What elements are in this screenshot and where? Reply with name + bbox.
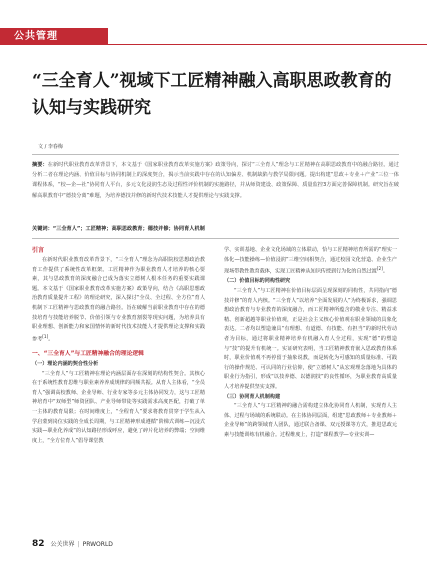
article-byline: 文 / 李春梅 — [38, 144, 63, 150]
article-title: “三全育人”视域下工匠精神融入高职思政教育的认知与实践研究 — [32, 71, 392, 118]
intro-text: 在新时代职业教育改革背景下，“三全育人”理念为高职院校思想政治教育工作提供了系统性改革框架。工匠精神作为职业教育人才培养的核心要素，其与思政教育的深度融合已成为落实立德树人根本任务的重要实践课题。本文基于《国家职业教育改革实施方案》政策导向，结合《高职思想政治教育质量提升工程》的理论研究，深入探讨“全员、全过程、全方位”育人机制下工匠精神与思政教育的融合路径。旨在破解当前职业教育中存在的德技培育与技能培养脱节、价值引领与专业教育割裂等现实问题，为培养具有职业理想、创新能力和家国情怀的新时代技术技能人才提供理论支撑和实践参考 — [32, 257, 205, 343]
continued-end: 。 — [382, 268, 388, 275]
keywords — [32, 225, 399, 234]
intro-paragraph — [32, 256, 205, 345]
section-1-1-paragraph: “三全育人”与工匠精神在理论内涵层面存在深刻的结构性契合。其核心在于系统性教育思维与职业素养养成规律的同频共振。从育人主体看，“全员育人”强调高校教师、企业导师、行业专家等多元主体协同发力，这与工匠精神培育中“双师型”师资团队、产业导师带徒等实践需求高度匹配，打破了单一主体的教育局限；在时间维度上，“全程育人”要求将教育贯穿于学生从入学启蒙到岗位实践的全成长周期，与工匠精神形成遵循“阶梯式训练—沉浸式实践—职业化养成”的认知路径形成呼应，避免了碎片化培养的弊端；空间维度上，“全方位育人”倡导课堂教 — [32, 370, 205, 444]
section-label: 公共管理 — [14, 31, 58, 42]
section-1-heading: 一、“三全育人”与工匠精神融合的理论逻辑 — [32, 351, 144, 358]
abstract-bottom-rule — [32, 238, 399, 239]
header-rule — [108, 44, 427, 45]
abstract — [32, 160, 399, 201]
keywords-label: 关键词： — [32, 226, 53, 232]
section-1-2-paragraph: “三全育人”与工匠精神在价值目标层面呈现深刻的同构性，共同指向“德技并修”的育人内核。“三全育人”以培养“全面发展的人”为终极诉求，强调思想政治教育与专业教育的深度融合，而工匠精神所蕴含的敬业专注、精益求精、创新超越等职业价值观，正是社会主义核心价值观在职业领域的具象化表达。二者均以塑造兼具“有理想、有道德、有技能、有担当”的新时代劳动者为目标，通过将职业精神培养有机融入育人全过程，实现“德”的塑造与“技”的提升有机统一。实证研究表明，当工匠精神教育嵌入思政教育体系时，职业价值观不再停留于抽象说教，而是转化为可感知的质量标准、可践行的操作规范、可认同的行业信仰，使“立德树人”从宏观理念落地为具体的职业行为指引，形成“以技养德、以德润技”的良性循环，为职业教育高质量人才培养提供坚实支撑。 — [224, 288, 397, 390]
keywords-text: “三全育人”；工匠精神；高职思政教育；德技并修；协同育人机制 — [52, 226, 205, 232]
section-1-3-heading: （三）协同育人机制构建 — [224, 393, 281, 400]
body-column-right — [224, 246, 397, 441]
abstract-text: 在新时代职业教育改革背景下，本文基于《国家职业教育改革实施方案》政策导向，探讨“三全育人”理念与工匠精神在高职思政教育中的融合路径。通过分析二者在理论内涵、价值目标与协同机制上的深度契合，揭示当前实践中存在的认知偏差、机制缺陷与教学局限问题。提出构建“思政＋专业＋产业”三位一体课程体系，“校—企—社”协同育人平台，多元文化浸润生态及过程性评价机制的实施路径，并从师资建设、政策保障、质量监控3方面完善保障机制。研究旨在破解高职教育中“德技分离”难题，为培养德技并修的新时代技术技能人才提供理论与实践支撑。 — [32, 162, 399, 199]
page-footer — [32, 540, 113, 549]
intro-end: 。 — [48, 336, 54, 343]
footer-separator: | — [77, 541, 80, 548]
section-1-1-heading: （一）理论内涵的契合性分析 — [32, 361, 99, 368]
body-column-left — [32, 246, 205, 446]
page-number: 82 — [32, 539, 45, 549]
continued-text: 学、实训基地、企业文化场域的立体联动，恰与工匠精神培育所需的“理实一体化—技能操练—价值浸润”三维空间相契合，通过校园文化营造、企业生产现场带教性教育载体，实现工匠精神从知识传授到行为化的自然过渡 — [224, 247, 397, 275]
intro-citation: [1] — [42, 334, 49, 340]
section-label-bar — [0, 28, 108, 45]
abstract-label: 摘要： — [32, 162, 48, 168]
section-1-3-paragraph: “三全育人”与工匠精神的融合需构建立体化协同育人机制，实现育人主体、过程与场域的系统联动。在主体协同层面，组建“思政教师＋专业教师＋企业导师”的跨领域育人团队，通过联合备课、双元授课等方式，推进思政元素与技能训练有机融合。过程维度上，打造“课程教学—专业实训— — [224, 403, 397, 438]
section-1-2-heading: （二）价值目标的同构性研究 — [224, 278, 291, 285]
intro-heading: 引言 — [32, 247, 45, 254]
journal-name-cn: 公关世界 — [50, 541, 75, 548]
journal-name-en: PRWORLD — [82, 541, 113, 548]
abstract-top-rule — [32, 154, 399, 155]
continued-citation: [2] — [376, 267, 383, 273]
continued-paragraph — [224, 246, 397, 277]
